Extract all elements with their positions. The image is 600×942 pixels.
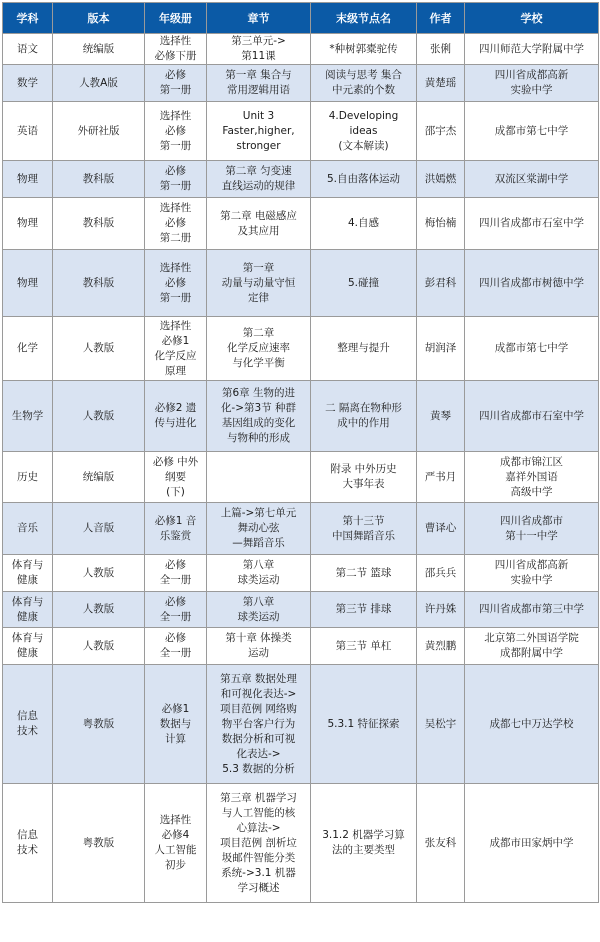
table-body <box>3 34 599 903</box>
subject-cell: 物理 <box>3 250 53 317</box>
volume-cell: 选择性 必修 第一册 <box>145 250 207 317</box>
leaf-node-cell: *种树郭橐驼传 <box>311 34 417 65</box>
leaf-node-cell: 第二节 篮球 <box>311 555 417 592</box>
table-row <box>3 34 599 65</box>
subject-cell: 数学 <box>3 65 53 102</box>
edition-cell: 人教版 <box>53 592 145 628</box>
subject-cell: 物理 <box>3 161 53 198</box>
school-cell: 成都市第七中学 <box>465 102 599 161</box>
header-chapter: 章节 <box>207 3 311 34</box>
leaf-node-cell: 4.自感 <box>311 198 417 250</box>
volume-cell: 选择性 必修 第二册 <box>145 198 207 250</box>
volume-cell: 选择性 必修下册 <box>145 34 207 65</box>
leaf-node-cell: 5.3.1 特征探索 <box>311 665 417 784</box>
chapter-cell: 第八章 球类运动 <box>207 555 311 592</box>
school-cell: 成都七中万达学校 <box>465 665 599 784</box>
author-cell: 张友科 <box>417 784 465 903</box>
school-cell: 四川省成都市石室中学 <box>465 381 599 452</box>
volume-cell: 必修 全一册 <box>145 628 207 665</box>
school-cell: 北京第二外国语学院 成都附属中学 <box>465 628 599 665</box>
school-cell: 四川省成都市石室中学 <box>465 198 599 250</box>
school-cell: 四川师范大学附属中学 <box>465 34 599 65</box>
edition-cell: 统编版 <box>53 452 145 503</box>
school-cell: 成都市田家炳中学 <box>465 784 599 903</box>
table-row <box>3 198 599 250</box>
volume-cell: 选择性 必修1 化学反应 原理 <box>145 317 207 381</box>
leaf-node-cell: 4.Developing ideas (文本解读) <box>311 102 417 161</box>
author-cell: 张俐 <box>417 34 465 65</box>
table-row <box>3 628 599 665</box>
table-row <box>3 65 599 102</box>
table-row <box>3 665 599 784</box>
author-cell: 邵宇杰 <box>417 102 465 161</box>
school-cell: 四川省成都市第三中学 <box>465 592 599 628</box>
author-cell: 胡润泽 <box>417 317 465 381</box>
school-cell: 双流区棠湖中学 <box>465 161 599 198</box>
leaf-node-cell: 5.自由落体运动 <box>311 161 417 198</box>
author-cell: 邵兵兵 <box>417 555 465 592</box>
edition-cell: 人教版 <box>53 381 145 452</box>
edition-cell: 人教版 <box>53 555 145 592</box>
subject-cell: 化学 <box>3 317 53 381</box>
volume-cell: 必修 全一册 <box>145 555 207 592</box>
edition-cell: 教科版 <box>53 198 145 250</box>
volume-cell: 必修 全一册 <box>145 592 207 628</box>
table-row <box>3 784 599 903</box>
volume-cell: 选择性 必修4 人工智能 初步 <box>145 784 207 903</box>
header-leaf-node: 末级节点名 <box>311 3 417 34</box>
leaf-node-cell: 阅读与思考 集合 中元素的个数 <box>311 65 417 102</box>
chapter-cell: 第八章 球类运动 <box>207 592 311 628</box>
volume-cell: 必修 第一册 <box>145 65 207 102</box>
school-cell: 成都市锦江区 嘉祥外国语 高级中学 <box>465 452 599 503</box>
chapter-cell: 第一章 动量与动量守恒 定律 <box>207 250 311 317</box>
author-cell: 黄楚瑶 <box>417 65 465 102</box>
leaf-node-cell: 第三节 排球 <box>311 592 417 628</box>
table-row <box>3 102 599 161</box>
author-cell: 黄烈鹏 <box>417 628 465 665</box>
author-cell: 洪嫣燃 <box>417 161 465 198</box>
edition-cell: 统编版 <box>53 34 145 65</box>
chapter-cell: 第五章 数据处理 和可视化表达-> 项目范例 网络购 物平台客户行为 数据分析和可视 化表达-> 5.3 数据的分析 <box>207 665 311 784</box>
header-school: 学校 <box>465 3 599 34</box>
table-row <box>3 317 599 381</box>
chapter-cell: 第二章 电磁感应 及其应用 <box>207 198 311 250</box>
leaf-node-cell: 第十三节 中国舞蹈音乐 <box>311 503 417 555</box>
table-row <box>3 555 599 592</box>
edition-cell: 外研社版 <box>53 102 145 161</box>
school-cell: 成都市第七中学 <box>465 317 599 381</box>
author-cell: 许丹姝 <box>417 592 465 628</box>
edition-cell: 人教A版 <box>53 65 145 102</box>
leaf-node-cell: 附录 中外历史 大事年表 <box>311 452 417 503</box>
edition-cell: 人教版 <box>53 317 145 381</box>
edition-cell: 粤教版 <box>53 784 145 903</box>
volume-cell: 必修 中外 纲要 (下) <box>145 452 207 503</box>
header-edition: 版本 <box>53 3 145 34</box>
subject-cell: 体育与 健康 <box>3 628 53 665</box>
subject-cell: 体育与 健康 <box>3 555 53 592</box>
author-cell: 彭君科 <box>417 250 465 317</box>
author-cell: 梅怡楠 <box>417 198 465 250</box>
chapter-cell <box>207 452 311 503</box>
subject-cell: 物理 <box>3 198 53 250</box>
leaf-node-cell: 3.1.2 机器学习算 法的主要类型 <box>311 784 417 903</box>
curriculum-table <box>2 2 599 903</box>
author-cell: 严书月 <box>417 452 465 503</box>
volume-cell: 必修1 音 乐鉴赏 <box>145 503 207 555</box>
chapter-cell: 第十章 体操类 运动 <box>207 628 311 665</box>
school-cell: 四川省成都高新 实验中学 <box>465 65 599 102</box>
chapter-cell: 第二章 化学反应速率 与化学平衡 <box>207 317 311 381</box>
subject-cell: 体育与 健康 <box>3 592 53 628</box>
school-cell: 四川省成都市 第十一中学 <box>465 503 599 555</box>
chapter-cell: 第二章 匀变速 直线运动的规律 <box>207 161 311 198</box>
chapter-cell: 上篇->第七单元 舞动心弦 —舞蹈音乐 <box>207 503 311 555</box>
chapter-cell: 第三单元-> 第11课 <box>207 34 311 65</box>
table-row <box>3 161 599 198</box>
leaf-node-cell: 二 隔离在物种形 成中的作用 <box>311 381 417 452</box>
chapter-cell: 第6章 生物的进 化->第3节 种群 基因组成的变化 与物种的形成 <box>207 381 311 452</box>
table-row <box>3 592 599 628</box>
volume-cell: 必修 第一册 <box>145 161 207 198</box>
subject-cell: 生物学 <box>3 381 53 452</box>
table-row <box>3 452 599 503</box>
chapter-cell: 第一章 集合与 常用逻辑用语 <box>207 65 311 102</box>
table-row <box>3 250 599 317</box>
edition-cell: 人教版 <box>53 628 145 665</box>
volume-cell: 必修2 遗 传与进化 <box>145 381 207 452</box>
edition-cell: 人音版 <box>53 503 145 555</box>
edition-cell: 粤教版 <box>53 665 145 784</box>
edition-cell: 教科版 <box>53 161 145 198</box>
subject-cell: 语文 <box>3 34 53 65</box>
header-row <box>3 3 599 34</box>
volume-cell: 选择性 必修 第一册 <box>145 102 207 161</box>
author-cell: 吴松宇 <box>417 665 465 784</box>
edition-cell: 教科版 <box>53 250 145 317</box>
leaf-node-cell: 整理与提升 <box>311 317 417 381</box>
chapter-cell: Unit 3 Faster,higher, stronger <box>207 102 311 161</box>
header-author: 作者 <box>417 3 465 34</box>
subject-cell: 信息 技术 <box>3 784 53 903</box>
table-row <box>3 381 599 452</box>
subject-cell: 历史 <box>3 452 53 503</box>
table-row <box>3 503 599 555</box>
subject-cell: 信息 技术 <box>3 665 53 784</box>
subject-cell: 音乐 <box>3 503 53 555</box>
volume-cell: 必修1 数据与 计算 <box>145 665 207 784</box>
subject-cell: 英语 <box>3 102 53 161</box>
header-subject: 学科 <box>3 3 53 34</box>
header-volume: 年级册 <box>145 3 207 34</box>
school-cell: 四川省成都市树德中学 <box>465 250 599 317</box>
leaf-node-cell: 5.碰撞 <box>311 250 417 317</box>
school-cell: 四川省成都高新 实验中学 <box>465 555 599 592</box>
author-cell: 黄琴 <box>417 381 465 452</box>
author-cell: 曹译心 <box>417 503 465 555</box>
leaf-node-cell: 第三节 单杠 <box>311 628 417 665</box>
chapter-cell: 第三章 机器学习 与人工智能的核 心算法-> 项目范例 剖析垃 圾邮件智能分类 系统->3.1 机器 学习概述 <box>207 784 311 903</box>
